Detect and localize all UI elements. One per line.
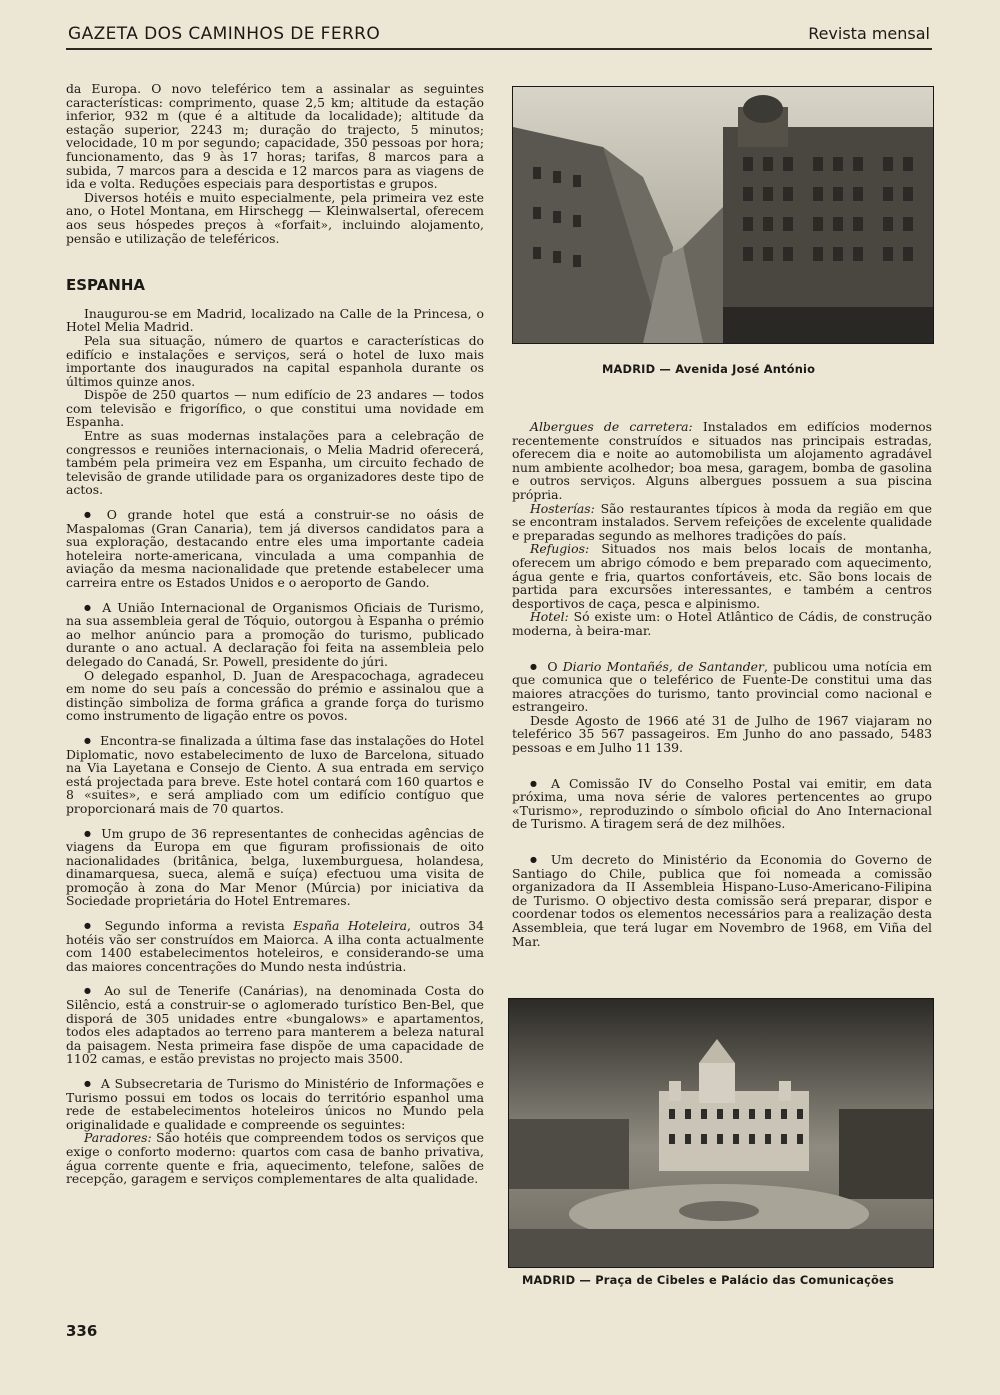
bullet-paragraph: ● O grande hotel que está a construir-se no oásis de Maspalomas (Gran Canaria), tem já diversos candidatos para a sua exploração, destacando entre eles uma importante cadeia hoteleira norte-americana, vinculada a uma companhia de aviação da mesma nacionalidade que pretende estabelecer uma carreira entre os Estados Unidos e o aeroporto de Gando.	[66, 508, 484, 590]
text: Situados nos mais belos locais de montanha, oferecem um abrigo cómodo e bem preparado com aquecimento, água gente e fria, quartos confortáveis, etc. São bons locais de partida para excursões interessantes, e também a centros desportivos de caça, pesca e alpinismo.	[512, 541, 932, 611]
newspaper-title: Diario Montañés, de Santander	[562, 658, 764, 674]
photo-madrid-avenida	[512, 86, 934, 344]
photo-caption	[602, 362, 815, 376]
journal-title: GAZETA DOS CAMINHOS DE FERRO	[68, 24, 381, 44]
text: Só existe um: o Hotel Atlântico de Cádis, de construção moderna, à beira-mar.	[512, 609, 932, 638]
term: Paradores:	[84, 1130, 152, 1146]
page-number: 336	[66, 1322, 98, 1340]
square-photo-illustration	[509, 999, 933, 1267]
caption-subject: Avenida José António	[675, 362, 816, 376]
term: Hosterías:	[530, 500, 595, 516]
caption-place: MADRID —	[522, 1273, 596, 1287]
bullet-paragraph: ● A Comissão IV do Conselho Postal vai emitir, em data próxima, uma nova série de valores pertencentes ao grupo «Turismo», reproduzindo o símbolo oficial do Ano Internacional de Turismo. A tiragem será de dez milhões.	[512, 777, 932, 831]
paragraph	[66, 1131, 484, 1185]
term: Refugios:	[530, 541, 590, 557]
journal-frequency: Revista mensal	[808, 24, 930, 43]
page-header	[66, 20, 932, 50]
bullet-paragraph	[66, 919, 484, 973]
bullet-paragraph: ● Um grupo de 36 representantes de conhecidas agências de viagens da Europa em que figuram profissionais de oito nacionalidades (britânica, belga, luxemburguesa, holandesa, dinamarquesa, sueca, alemã e suíça) efectuou uma visita de promoção à zona do Mar Menor (Múrcia) por iniciativa da Sociedade proprietária do Hotel Entremares.	[66, 827, 484, 909]
text: , publicou uma notícia em que comunica que o teleférico de Fuente-De constitui uma das maiores atracções do turismo, tanto provincial como nacional e estrangeiro.	[512, 658, 932, 715]
right-column	[512, 420, 932, 948]
paragraph: da Europa. O novo teleférico tem a assinalar as seguintes características: comprimento, quase 2,5 km; altitude da estação inferior, 932 m (que é a altitude da localidade); altitude da estação superior, 2243 m; duração do trajecto, 5 minutos; velocidade, 10 m por segundo; capacidade, 350 pessoas por hora; funcionamento, das 9 às 17 horas; tarifas, 8 marcos para a subida, 7 marcos para a descida e 12 marcos para as viagens de ida e volta. Reduções especiais para desportistas e grupos.	[66, 81, 484, 192]
paragraph: Pela sua situação, número de quartos e características do edifício e instalações e serviços, será o hotel de luxo mais importante dos inaugurados na capital espanhola durante os últimos quinze anos.	[66, 332, 484, 389]
paragraph	[512, 502, 932, 543]
bullet-paragraph: ● A União Internacional de Organismos Oficiais de Turismo, na sua assembleia geral de Tóquio, outorgou à Espanha o prémio ao melhor anúncio para a promoção do turismo, publicado durante o ano actual. A declaração foi feita na assembleia pelo delegado do Canadá, Sr. Powell, presidente do júri.	[66, 601, 484, 669]
bullet-paragraph: ● A Subsecretaria de Turismo do Ministério de Informações e Turismo possui em todos os locais do território espanhol uma rede de estabelecimentos hoteleiros únicos no Mundo pela originalidade e qualidade e compreende os seguintes:	[66, 1077, 484, 1131]
term: Albergues de carretera:	[530, 419, 693, 434]
section-heading: ESPANHA	[66, 276, 145, 295]
bullet-paragraph: ● Ao sul de Tenerife (Canárias), na denominada Costa do Silêncio, está a construir-se o aglomerado turístico Ben-Bel, que disporá de 305 unidades entre «bungalows» e apartamentos, todos eles adaptados ao terreno para manterem a beleza natural da paisagem. Nesta primeira fase dispõe de uma capacidade de 1102 camas, e estão previstas no projecto mais 3500.	[66, 984, 484, 1066]
text: Instalados em edifícios modernos recentemente construídos e situados nas principais estradas, oferecem dia e noite ao automobilista um alojamento agradável num ambiente acolhedor; boa mesa, garagem, bomba de gasolina e outros serviços. Alguns albergues possuem a sua piscina própria.	[512, 419, 932, 502]
paragraph: O delegado espanhol, D. Juan de Arespacochaga, agradeceu em nome do seu país a concessão do prémio e assinalou que a distinção simboliza de forma gráfica a grande força do turismo como instrumento de ligação entre os povos.	[66, 667, 484, 724]
paragraph	[512, 542, 932, 610]
paragraph: Desde Agosto de 1966 até 31 de Julho de 1967 viajaram no teleférico 35 567 passageiros. Em Junho do ano passado, 5483 pessoas e em Julho 11 139.	[512, 712, 932, 756]
text: São hotéis que compreendem todos os serviços que exige o conforto moderno: quartos com casa de banho privativa, água corrente quente e fria, aquecimento, telefone, salões de recepção, garagem e serviços complementares de alta qualidade.	[66, 1130, 484, 1187]
text: , outros 34 hotéis vão ser construídos em Maiorca. A ilha conta actualmente com 1400 estabelecimentos hoteleiros, e considerando-se uma das maiores concentrações do Mundo nesta indústria.	[66, 918, 484, 974]
photo-caption	[522, 1273, 894, 1287]
magazine-title: España Hoteleira	[293, 918, 408, 934]
bullet-paragraph	[512, 660, 932, 714]
photo-madrid-cibeles	[508, 998, 934, 1268]
paragraph	[512, 420, 932, 502]
caption-subject: Praça de Cibeles e Palácio das Comunicações	[595, 1273, 894, 1287]
term: Hotel:	[530, 609, 569, 625]
paragraph	[512, 610, 932, 637]
bullet-paragraph: ● Encontra-se finalizada a última fase das instalações do Hotel Diplomatic, novo estabelecimento de luxo de Barcelona, situado na Via Layetana e Consejo de Ciento. A sua entrada em serviço está projectada para breve. Este hotel contará com 160 quartos e 8 «suites», e será ampliado com um edifício contíguo que proporcionará mais de 70 quartos.	[66, 734, 484, 816]
bullet-paragraph: ● Um decreto do Ministério da Economia do Governo de Santiago do Chile, publica que foi nomeada a comissão organizadora da II Assembleia Hispano-Luso-Americano-Filipina de Turismo. O objectivo desta comissão será preparar, dispor e coordenar todos os elementos necessários para a realização desta Assembleia, que terá lugar em Novembro de 1968, em Viña del Mar.	[512, 853, 932, 948]
caption-place: MADRID —	[602, 362, 676, 376]
paragraph: Diversos hotéis e muito especialmente, pela primeira vez este ano, o Hotel Montana, em Hirschegg — Kleinwalsertal, oferecem aos seus hóspedes preços à «forfait», incluindo alojamento, pensão e utilização de teleféricos.	[66, 189, 484, 246]
paragraph: Entre as suas modernas instalações para a celebração de congressos e reuniões internacionais, o Melia Madrid oferecerá, também pela primeira vez em Espanha, um circuito fechado de televisão de grande utilidade para os organizadores deste tipo de actos.	[66, 428, 484, 498]
paragraph: Inaugurou-se em Madrid, localizado na Calle de la Princesa, o Hotel Melia Madrid.	[66, 305, 484, 335]
text: Segundo informa a revista	[104, 918, 294, 934]
text: O	[547, 658, 563, 674]
text: São restaurantes típicos à moda da região em que se encontram instalados. Servem refeições de excelente qualidade e preparadas segundo as melhores tradições do país.	[512, 500, 932, 543]
paragraph: Dispõe de 250 quartos — num edifício de 23 andares — todos com televisão e frigorífico, o que constitui uma novidade em Espanha.	[66, 387, 484, 430]
left-column	[66, 82, 484, 1186]
street-photo-illustration	[513, 87, 933, 343]
